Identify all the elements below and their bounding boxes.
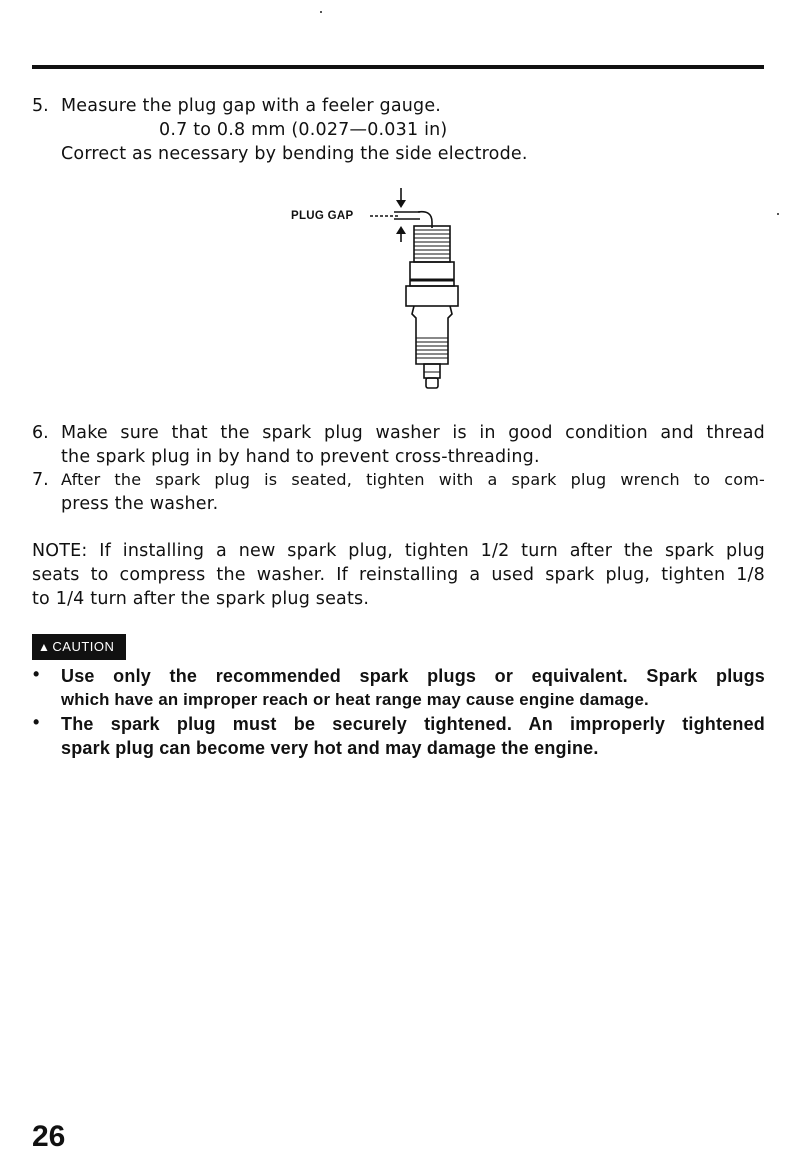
- scan-speck: [320, 11, 322, 13]
- plug-gap-spec: 0.7 to 0.8 mm (0.027—0.031 in): [159, 120, 448, 140]
- step-5-number: 5.: [32, 96, 49, 116]
- page-number: 26: [32, 1120, 66, 1153]
- bullet-icon: •: [33, 712, 40, 732]
- caution-bullet-1-line-1: Use only the recommended spark plugs or equivalent. Spark plugs: [61, 666, 765, 686]
- step-6-text: Make sure that the spark plug washer is in good condition and thread: [61, 423, 765, 443]
- step-5-text: Measure the plug gap with a feeler gauge.: [61, 96, 442, 116]
- caution-bullet-1-line-2: which have an improper reach or heat range may cause engine damage.: [61, 690, 649, 709]
- plug-gap-label: PLUG GAP: [291, 210, 354, 222]
- spark-plug-illustration: [360, 188, 470, 398]
- note-line-2: seats to compress the washer. If reinstalling a used spark plug, tighten 1/8: [32, 565, 765, 585]
- note-line-3: to 1/4 turn after the spark plug seats.: [32, 589, 370, 609]
- step-7-text-cont: press the washer.: [61, 494, 219, 514]
- step-7-text: After the spark plug is seated, tighten with a spark plug wrench to com-: [61, 470, 765, 489]
- step-6-number: 6.: [32, 423, 49, 443]
- note-line-1: NOTE: If installing a new spark plug, tighten 1/2 turn after the spark plug: [32, 541, 765, 561]
- warning-triangle-icon: ▲: [38, 640, 51, 654]
- header-rule: [32, 65, 764, 69]
- caution-label: CAUTION: [52, 639, 115, 654]
- step-5-correction: Correct as necessary by bending the side electrode.: [61, 144, 528, 164]
- scan-speck: [777, 213, 779, 215]
- step-6-text-cont: the spark plug in by hand to prevent cross-threading.: [61, 447, 540, 467]
- caution-bullet-2-line-1: The spark plug must be securely tightened. An improperly tightened: [61, 714, 765, 734]
- caution-badge: [32, 634, 126, 660]
- bullet-icon: •: [33, 664, 40, 684]
- caution-bullet-2-line-2: spark plug can become very hot and may damage the engine.: [61, 738, 599, 758]
- step-7-number: 7.: [32, 470, 49, 490]
